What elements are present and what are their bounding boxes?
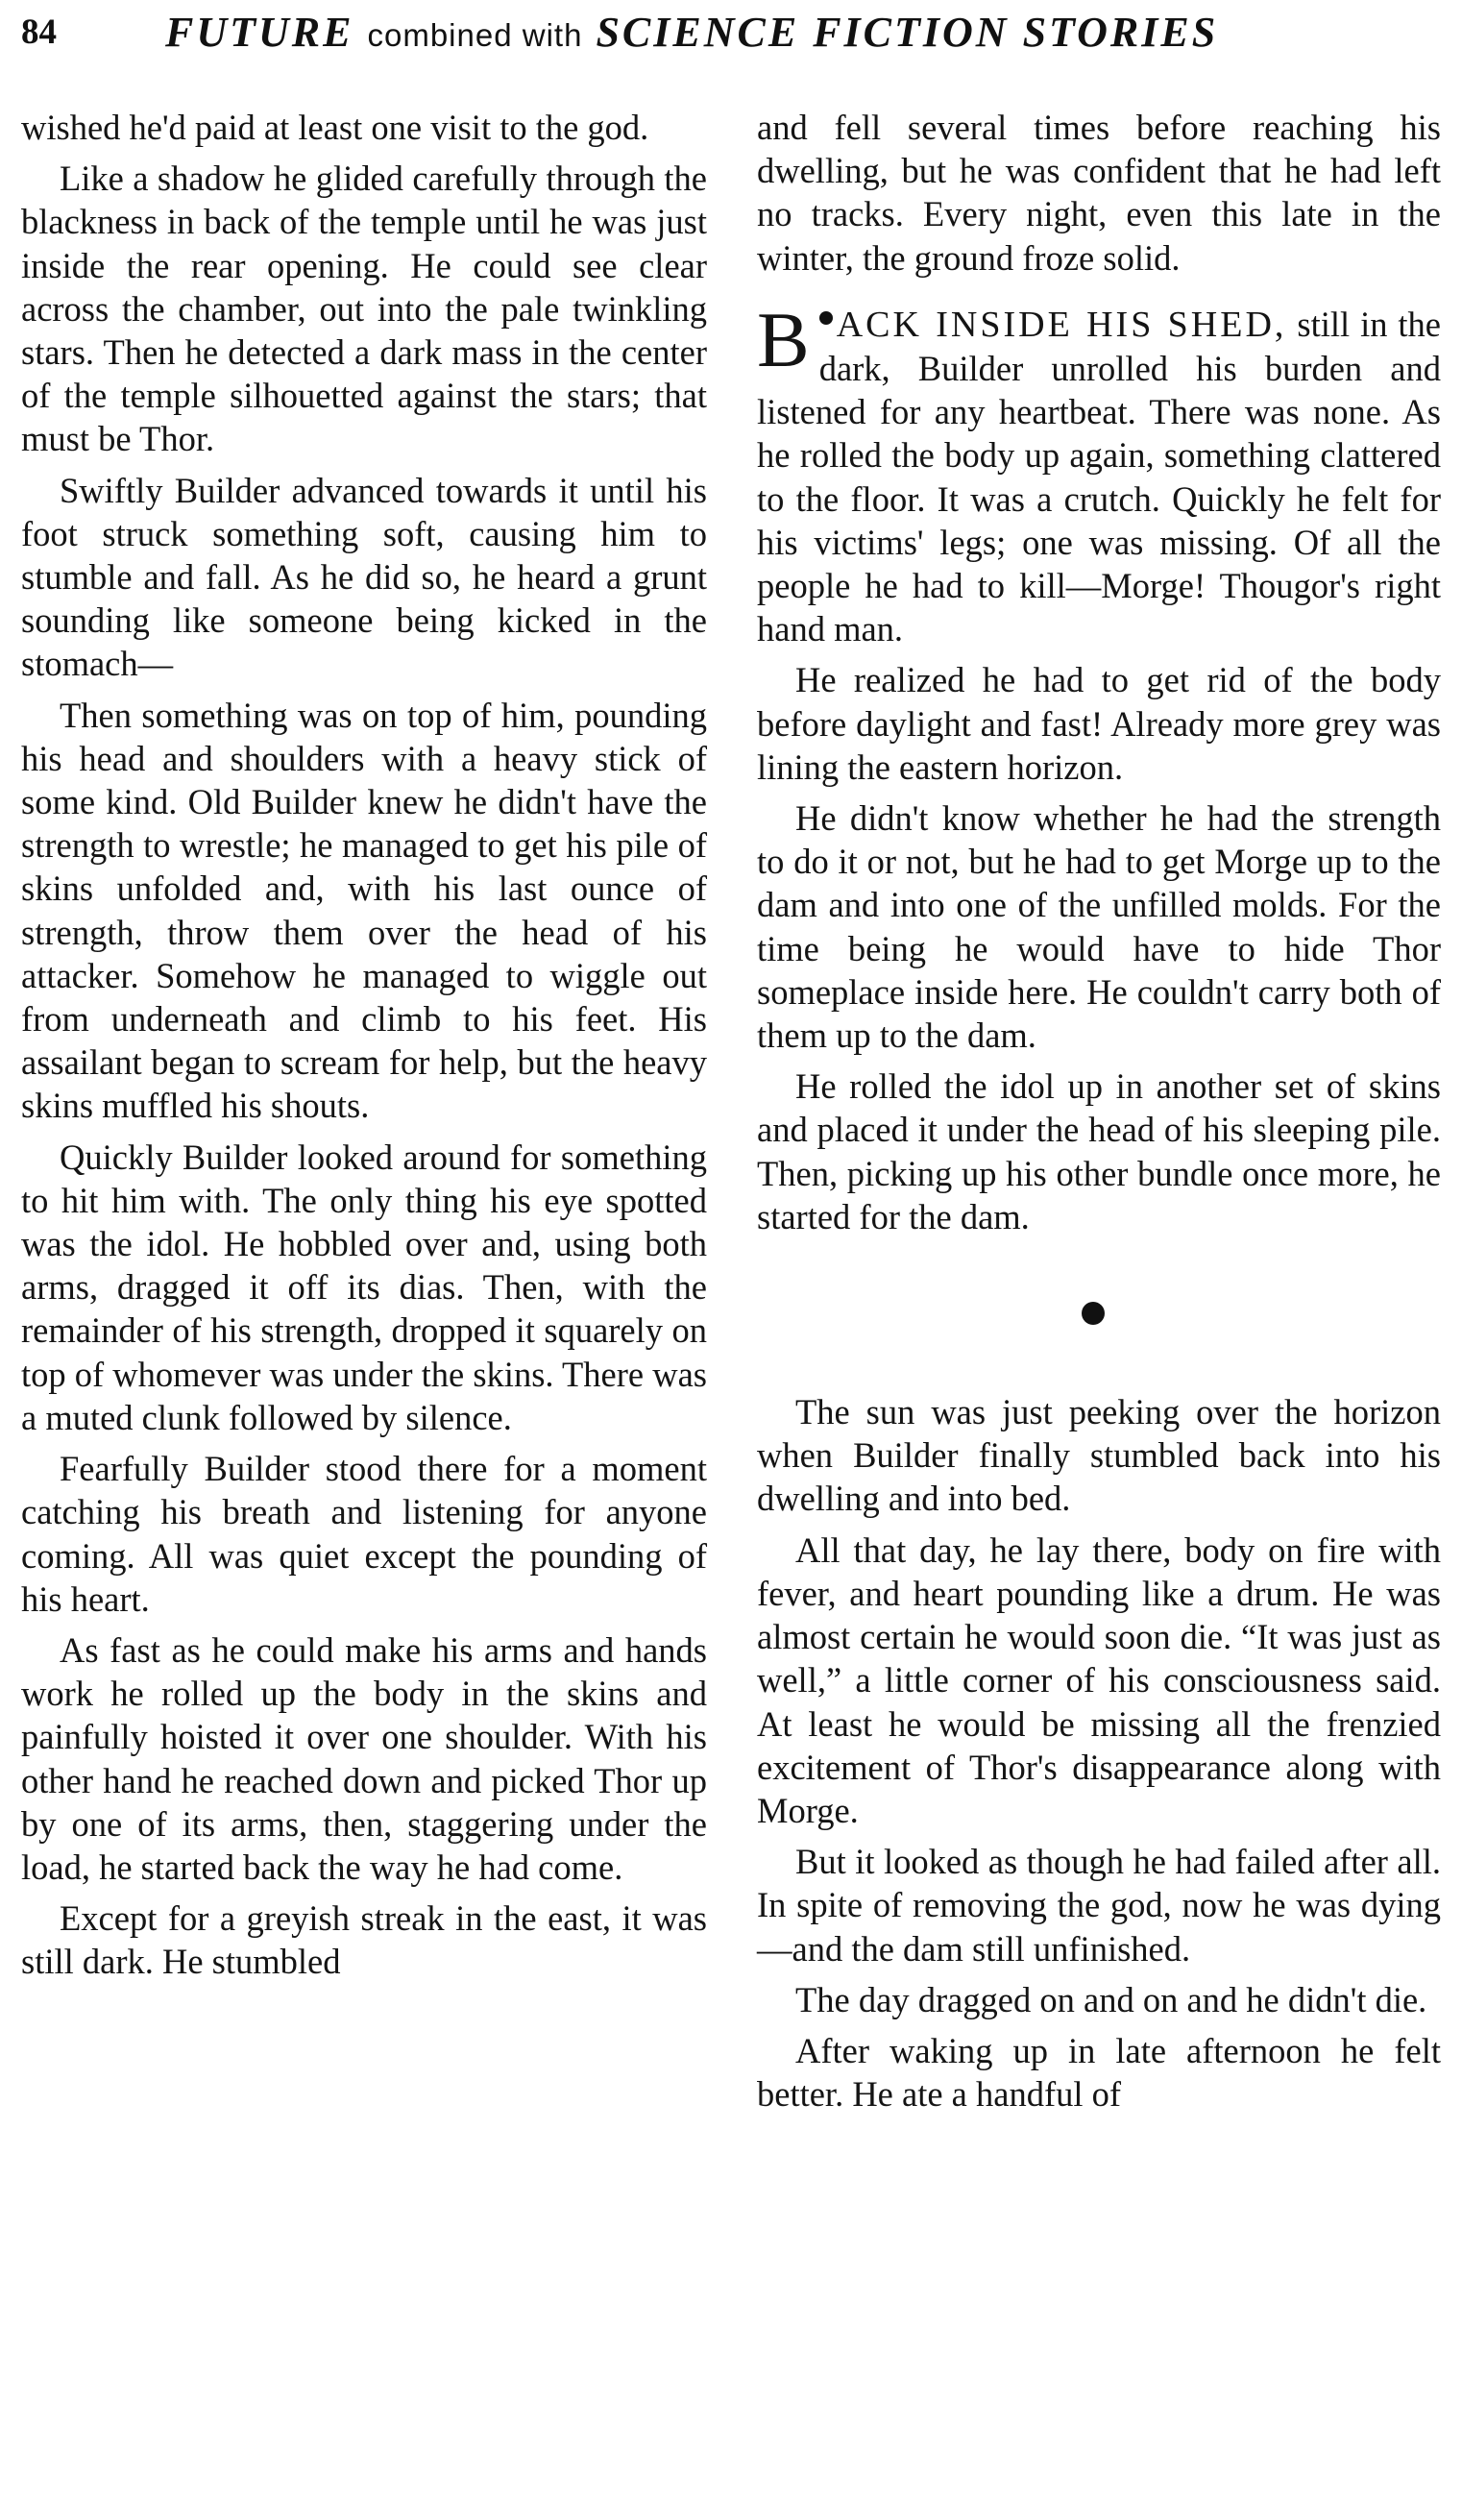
paragraph: Then something was on top of him, pounding his head and shoulders with a heavy stick of some kind. Old Builder knew he didn't have the strength to wrestle; he managed to get his pile of skins unfolded and, with his last ounce of strength, throw them over the head of his attacker. Somehow he managed to wiggle out from underneath and climb to his feet. His assailant began to scream for help, but the heavy skins muffled his shouts. — [21, 695, 707, 1126]
paragraph: wished he'd paid at least one visit to the god. — [21, 108, 649, 147]
right-column — [757, 106, 1441, 2123]
section-lead-in: ACK INSIDE HIS SHED, — [836, 304, 1287, 345]
paragraph: But it looked as though he had failed after all. In spite of removing the god, now he was dying—and the dam still unfinished. — [757, 1842, 1441, 1969]
paragraph: All that day, he lay there, body on fire with fever, and heart pounding like a drum. He was almost certain he would soon die. “It was just as well,” a little corner of his consciousness said. At least he would be missing all the frenzied excitement of Thor's disappearance along with Morge. — [757, 1529, 1441, 1830]
paragraph: He didn't know whether he had the strength to do it or not, but he had to get Morge up to the dam and into one of the unfilled molds. For the time being he would have to hide Thor someplace inside here. He couldn't carry both of them up to the dam. — [757, 798, 1441, 1056]
drop-cap: B — [757, 295, 810, 383]
section-text: still in the dark, Builder unrolled his burden and listened for any heartbeat. There was none. As he rolled the body up again, something clattered to the floor. It was a crutch. Quickly he felt for his victims' legs; one was missing. Of all the people he had to kill—Morge! Thougor's right hand man. — [757, 304, 1442, 649]
magazine-name: FUTURE — [165, 9, 354, 56]
page-number: 84 — [21, 12, 57, 52]
paragraph: Swiftly Builder advanced towards it until his foot struck something soft, causing him to stumble and fall. As he did so, he heard a grunt sounding like someone being kicked in the stomach— — [21, 470, 707, 684]
paragraph: He realized he had to get rid of the body before daylight and fast! Already more grey was lining the eastern horizon. — [757, 660, 1441, 787]
left-column — [21, 106, 707, 1992]
companion-magazine-name: SCIENCE FICTION STORIES — [596, 9, 1219, 56]
section-bullet — [819, 311, 833, 325]
paragraph: and fell several times before reaching his dwelling, but he was confident that he had left no tracks. Every night, even this late in the winter, the ground froze solid. — [757, 108, 1441, 278]
scene-break-dot — [1082, 1302, 1105, 1325]
paragraph: The day dragged on and on and he didn't die. — [795, 1979, 1427, 2019]
paragraph: After waking up in late afternoon he felt better. He ate a handful of — [757, 2030, 1441, 2115]
scene-break — [757, 1246, 1441, 1390]
running-title — [165, 8, 1218, 57]
running-header — [21, 6, 1443, 63]
paragraph: Quickly Builder looked around for something to hit him with. The only thing his eye spotted was the idol. He hobbled over and, using both arms, dragged it off its dias. Then, with the remainder of his strength, dropped it squarely on top of whomever was under the skins. There was a muted clunk followed by silence. — [21, 1137, 707, 1437]
paragraph: As fast as he could make his arms and hands work he rolled up the body in the skins and painfully hoisted it over one shoulder. With his other hand he reached down and picked Thor up by one of its arms, then, staggering under the load, he started back the way he had come. — [21, 1629, 707, 1887]
paragraph: He rolled the idol up in another set of skins and placed it under the head of his sleeping pile. Then, picking up his other bundle once more, he started for the dam. — [757, 1066, 1441, 1236]
paragraph: Fearfully Builder stood there for a moment catching his breath and listening for anyone coming. All was quiet except the pounding of his heart. — [21, 1449, 707, 1619]
paragraph: The sun was just peeking over the horizon when Builder finally stumbled back into his dwelling and into bed. — [757, 1392, 1441, 1519]
paragraph: Except for a greyish streak in the east, it was still dark. He stumbled — [21, 1898, 707, 1982]
combined-with-text: combined with — [367, 17, 583, 53]
paragraph: Like a shadow he glided carefully through the blackness in back of the temple until he was just inside the rear opening. He could see clear across the chamber, out into the pale twinkling stars. Then he detected a dark mass in the center of the temple silhouetted against the stars; that must be Thor. — [21, 159, 707, 459]
section-opening-paragraph — [757, 295, 1442, 651]
